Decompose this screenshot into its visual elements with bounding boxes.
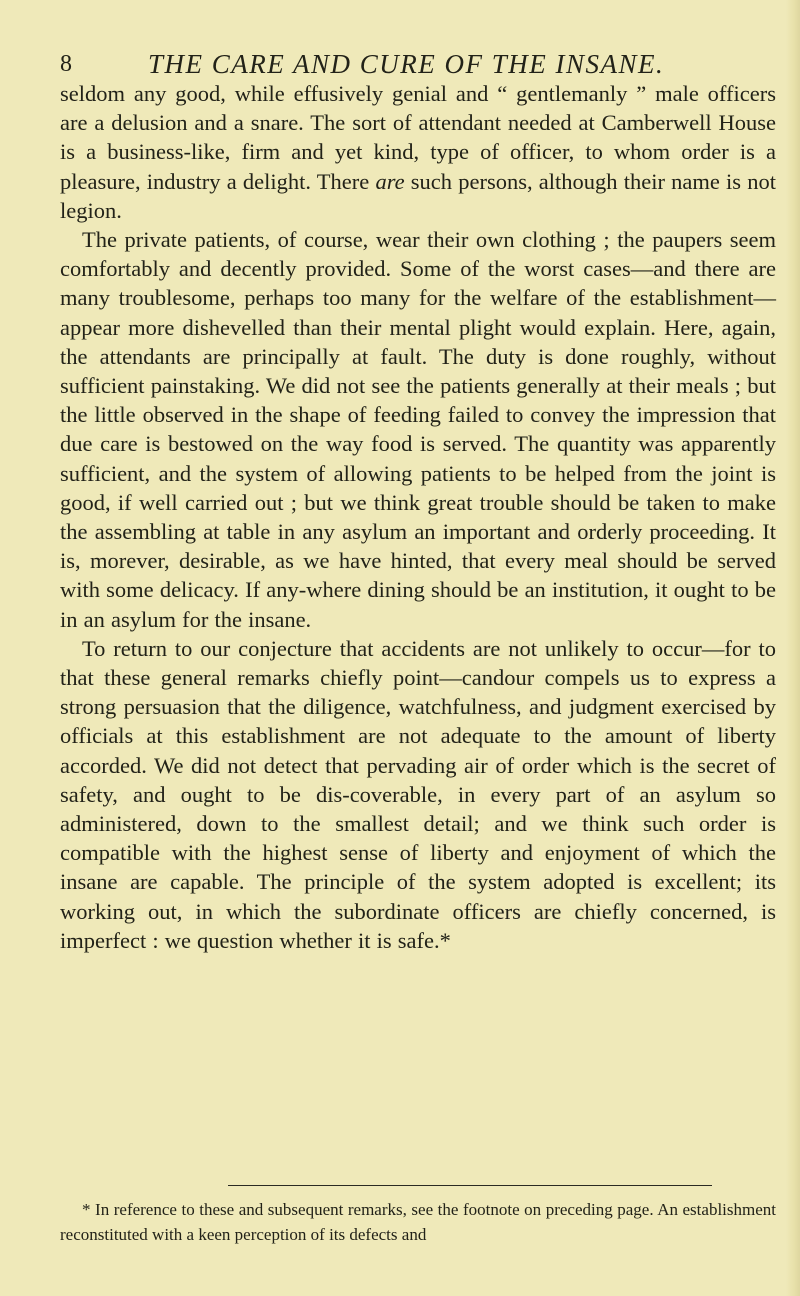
paragraph-3: To return to our conjecture that accidents are not unlikely to occur—for to that these general remarks chiefly point—candour compels us to express a strong persuasion that the diligence, watchfulness, and judgment exercised by officials at this establishment are not adequate to the amount of liberty accorded. We did not detect that pervading air of order which is the secret of safety, and ought to be dis-coverable, in every part of an asylum so administered, down to the smallest detail; and we think such order is compatible with the highest sense of liberty and enjoyment of which the insane are capable. The principle of the system adopted is excellent; its working out, in which the subordinate officers are chiefly concerned, is imperfect : we question whether it is safe.* (60, 635, 776, 953)
footnote: * In reference to these and subsequent remarks, see the footnote on preceding page. An establishment reconstituted with a keen perception of its defects and (60, 1200, 776, 1244)
paragraph-2: The private patients, of course, wear their own clothing ; the paupers seem comfortably and decently provided. Some of the worst cases—and there are many troublesome, perhaps too many for the welfare of the establishment—appear more dishevelled than their mental plight would explain. Here, again, the attendants are principally at fault. The duty is done roughly, without sufficient painstaking. We did not see the patients generally at their meals ; but the little observed in the shape of feeding failed to convey the impression that due care is bestowed on the way food is served. The quantity was apparently sufficient, and the system of allowing patients to be helped from the joint is good, if well carried out ; but we think great trouble should be taken to make the assembling at table in any asylum an important and orderly proceeding. It is, morever, desirable, as we have hinted, that every meal should be served with some delicacy. If any-where dining should be an institution, it ought to be in an asylum for the insane. (60, 227, 776, 632)
page-edge-shadow (786, 0, 800, 1296)
page-number: 8 (60, 51, 72, 77)
body-text (60, 79, 776, 955)
running-head: THE CARE AND CURE OF THE INSANE. (148, 49, 665, 79)
paragraph-1-text-after: such persons, although their name is not legion. (60, 168, 776, 223)
paragraph-1-text-before: seldom any good, while effusively genial and “ gentlemanly ” male officers are a delusion and a snare. The sort of attendant needed at Camberwell House is a business-like, firm and yet kind, type of officer, to whom order is a pleasure, industry a delight. There (60, 81, 776, 194)
page-header (60, 46, 760, 82)
emphasis-are: are (375, 168, 405, 194)
footnote-divider (228, 1185, 712, 1186)
paragraph-1 (60, 79, 776, 225)
